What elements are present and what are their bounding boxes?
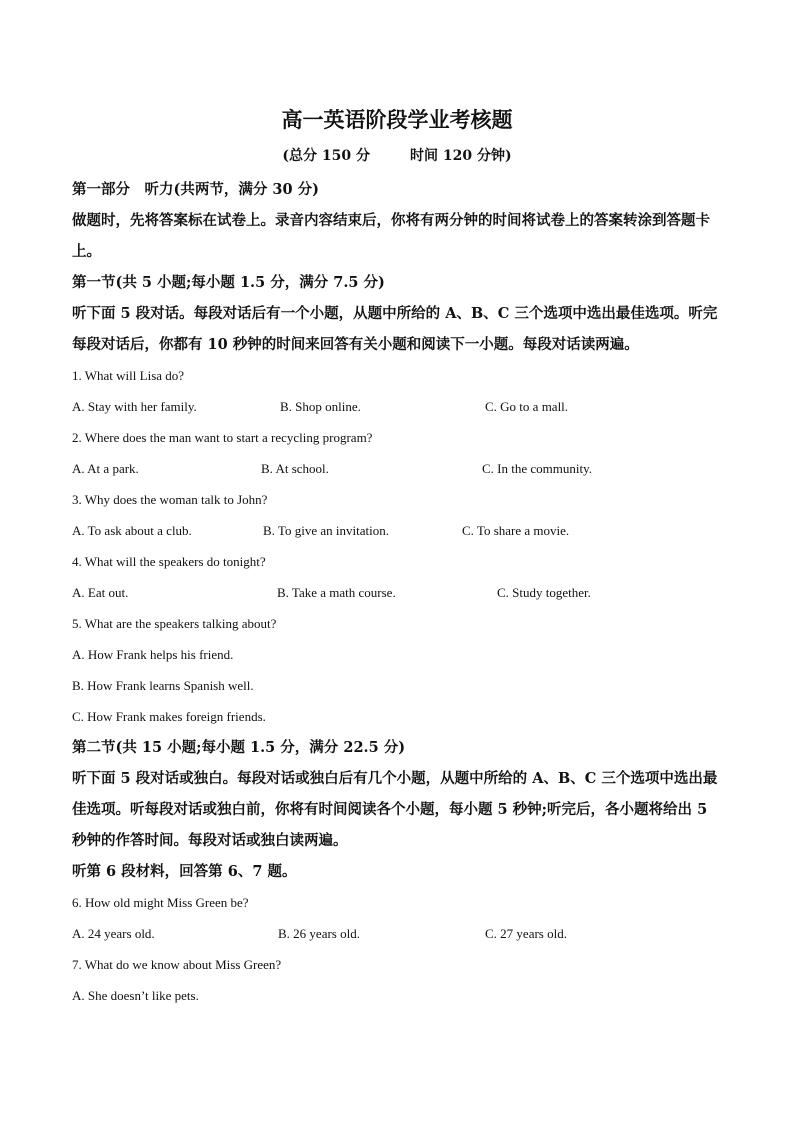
- option-a: A. How Frank helps his friend.: [72, 647, 234, 662]
- exam-title: 高一英语阶段学业考核题: [281, 107, 513, 132]
- option-b: B. Take a math course.: [277, 585, 396, 600]
- section1-instructions: 听下面 5 段对话。每段对话后有一个小题，从题中所给的 A、B、C 三个选项中选出最佳选项。听完每段对话后，你都有 10 秒钟的时间来回答有关小题和阅读下一小题。每段对话读两遍。: [72, 305, 718, 353]
- option-a: A. 24 years old.: [72, 926, 155, 941]
- option-c: C. Study together.: [497, 585, 591, 600]
- option-a: A. She doesn’t like pets.: [72, 988, 199, 1003]
- option-a: A. Eat out.: [72, 585, 129, 600]
- question-stem: 1. What will Lisa do?: [72, 368, 185, 383]
- exam-subtitle: [0, 145, 794, 165]
- option-b: B. To give an invitation.: [263, 523, 389, 538]
- total-score: (总分 150 分: [282, 148, 370, 164]
- part1-instructions: 做题时，先将答案标在试卷上。录音内容结束后，你将有两分钟的时间将试卷上的答案转涂到答题卡上。: [72, 212, 710, 260]
- option-b: B. At school.: [261, 461, 329, 476]
- question-stem: 5. What are the speakers talking about?: [72, 616, 277, 631]
- option-c: C. 27 years old.: [485, 926, 567, 941]
- question-stem: 2. Where does the man want to start a recycling program?: [72, 430, 373, 445]
- question-stem: 7. What do we know about Miss Green?: [72, 957, 282, 972]
- question-stem: 3. Why does the woman talk to John?: [72, 492, 268, 507]
- option-a: A. At a park.: [72, 461, 139, 476]
- material-note: 听第 6 段材料，回答第 6、7 题。: [72, 863, 297, 880]
- option-row: [72, 577, 724, 608]
- option-b: B. Shop online.: [280, 399, 361, 414]
- option-a: A. To ask about a club.: [72, 523, 192, 538]
- question-stem: 6. How old might Miss Green be?: [72, 895, 249, 910]
- question-stem: 4. What will the speakers do tonight?: [72, 554, 266, 569]
- section2-instructions: 听下面 5 段对话或独白。每段对话或独白后有几个小题，从题中所给的 A、B、C 三个选项中选出最佳选项。听每段对话或独白前，你将有时间阅读各个小题，每小题 5 秒钟;听完后，各小题将给出 5 秒钟的作答时间。每段对话或独白读两遍。: [72, 770, 718, 849]
- option-b: B. How Frank learns Spanish well.: [72, 678, 254, 693]
- part1-heading: 第一部分 听力(共两节，满分 30 分): [72, 181, 319, 198]
- option-row: [72, 515, 724, 546]
- option-c: C. In the community.: [482, 461, 593, 476]
- option-c: C. How Frank makes foreign friends.: [72, 709, 266, 724]
- option-row: [72, 453, 724, 484]
- option-b: B. 26 years old.: [278, 926, 360, 941]
- option-row: [72, 918, 724, 949]
- option-c: C. To share a movie.: [462, 523, 570, 538]
- option-a: A. Stay with her family.: [72, 399, 197, 414]
- option-c: C. Go to a mall.: [485, 399, 569, 414]
- section2-heading: 第二节(共 15 小题;每小题 1.5 分，满分 22.5 分): [72, 739, 406, 756]
- option-row: [72, 391, 724, 422]
- exam-content: [72, 174, 724, 1011]
- section1-heading: 第一节(共 5 小题;每小题 1.5 分，满分 7.5 分): [72, 274, 385, 291]
- time-limit: 时间 120 分钟): [410, 148, 512, 164]
